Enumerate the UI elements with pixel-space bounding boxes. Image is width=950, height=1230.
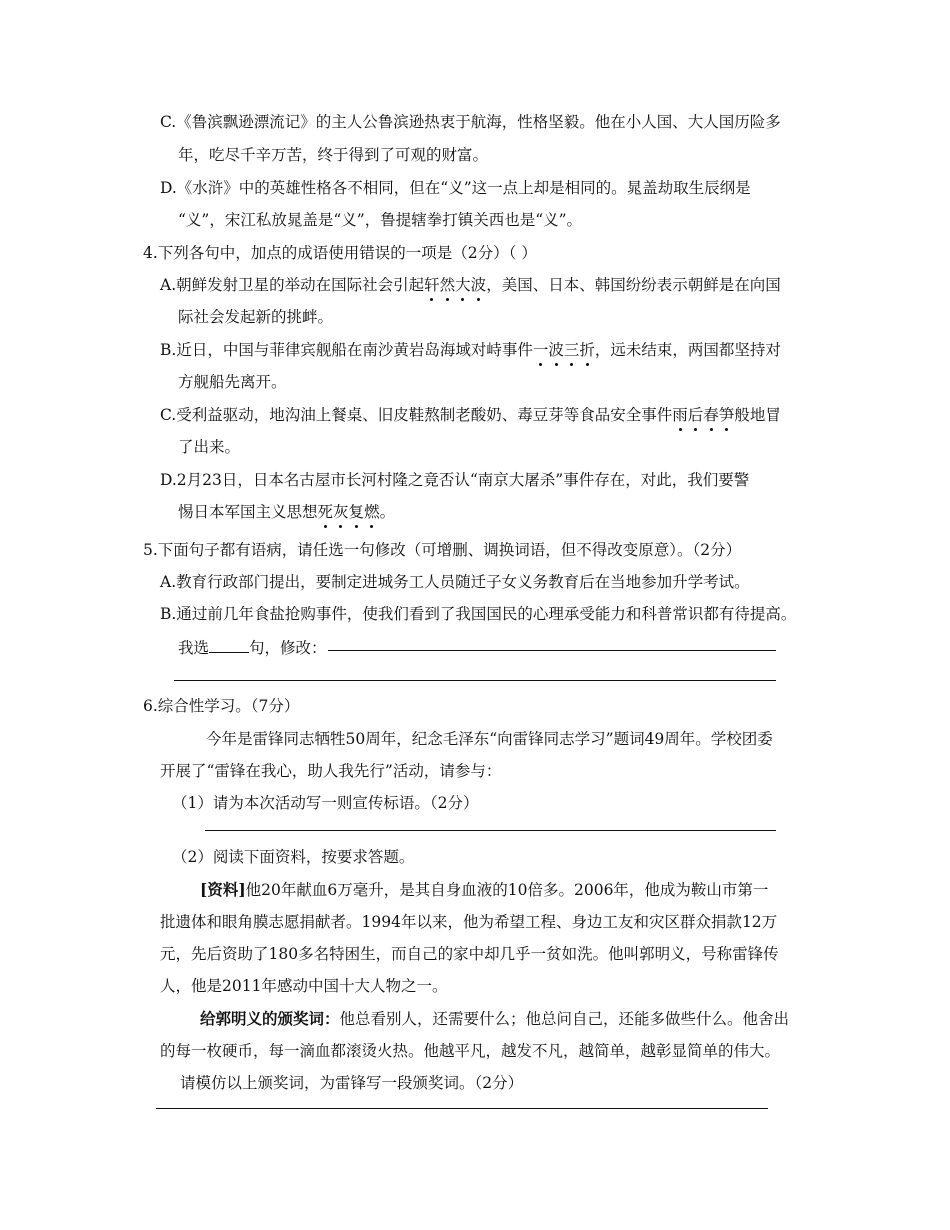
q6-award-line1 [200,1009,789,1029]
q4-a-post: ，美国、日本、韩国纷纷表示朝鲜是在向国 [486,276,781,294]
q6-subquestion-2: （2）阅读下面资料，按要求答题。 [172,848,415,866]
q4-option-d-line1: D.2月23日，日本名古屋市长河村隆之竟否认“南京大屠杀”事件存在，对此，我们要警 [160,471,750,489]
q4-option-c-line2: 了出来。 [178,438,241,456]
dotted-char: 波 [470,276,487,294]
q4-stem: 4.下列各句中，加点的成语使用错误的一项是（2分）（ ） [143,244,537,262]
q5-sentence-a: A.教育行政部门提出，要制定进城务工人员随迁子女义务教育后在当地参加升学考试。 [160,573,750,591]
q5-answer-line [178,636,327,658]
dotted-char: 灰 [333,503,349,521]
q6-award-line2: 的每一枚硬币，每一滴血都滚烫火热。他越平凡，越发不凡，越简单，越彰显简单的伟大。 [160,1042,781,1060]
q6-slogan-blank[interactable] [205,830,776,831]
q5-sentence-b: B.通过前几年食盐抢购事件，使我们看到了我国国民的心理承受能力和科普常识都有待提高。 [160,605,797,623]
q5-choice-blank[interactable] [209,636,249,653]
dotted-char: 春 [703,406,719,424]
dotted-char: 然 [439,276,456,294]
q4-d-post: 。 [379,503,396,521]
q5-answer-blank-2[interactable] [174,680,776,681]
q6-task: 请模仿以上颁奖词，为雷锋写一段颁奖词。（2分） [180,1074,524,1092]
material-label: [资料] [200,880,246,899]
q4-option-d-line2 [178,502,395,522]
q3-option-d-line2: “义”，宋江私放晁盖是“义”，鲁提辖拳打镇关西也是“义”。 [178,211,583,229]
dotted-char: 后 [687,406,704,424]
q4-option-a-line1 [160,275,781,295]
dotted-char: 轩 [424,276,440,294]
q4-option-c-line1 [160,405,781,425]
dotted-char: 大 [455,276,471,294]
dotted-char: 一 [532,341,549,359]
dotted-char: 雨 [672,406,688,424]
q4-option-a-line2: 际社会发起新的挑衅。 [178,308,334,326]
award-label: 给郭明义的颁奖词： [200,1009,340,1028]
dotted-char: 复 [348,503,365,521]
dotted-char: 波 [548,341,564,359]
q4-b-pre: B.近日，中国与菲律宾舰船在南沙黄岩岛海域对峙事件 [160,341,533,359]
q6-material-line4: 人，他是2011年感动中国十大人物之一。 [160,977,448,995]
q4-c-pre: C.受利益驱动，地沟油上餐桌、旧皮鞋熬制老酸奶、毒豆芽等食品安全事件 [160,406,673,424]
q3-option-c-line1: C.《鲁滨飘逊漂流记》的主人公鲁滨逊热衷于航海，性格坚毅。他在小人国、大人国历险多 [160,113,781,131]
q4-c-idiom [672,406,734,424]
dotted-char: 燃 [364,503,380,521]
dotted-char: 折 [579,341,595,359]
q6-stem: 6.综合性学习。（7分） [143,697,300,715]
material-text: 他20年献血6万毫升，是其自身血液的10倍多。2006年，他成为鞍山市第一 [245,881,769,899]
award-text: 他总看别人，还需要什么；他总问自己，还能多做些什么。他舍出 [339,1010,790,1028]
q5-choose-label: 我选 [178,639,210,657]
dotted-char: 死 [317,503,334,521]
q6-material-line2: 批遗体和眼角膜志愿捐献者。1994年以来，他为希望工程、身边工友和灾区群众捐款12万 [160,913,778,931]
q4-b-post: ，远未结束，两国都坚持对 [594,341,781,359]
q3-option-d-line1: D.《水浒》中的英雄性格各不相同，但在“义”这一点上却是相同的。晁盖劫取生辰纲是 [160,179,751,197]
q6-material-line3: 元，先后资助了180多名特困生，而自己的家中却几乎一贫如洗。他叫郭明义，号称雷锋传 [160,945,779,963]
dotted-char: 笋 [718,406,735,424]
q6-intro-line2: 开展了“雷锋在我心，助人我先行”活动，请参与： [160,762,502,780]
q4-option-b-line1 [160,340,781,360]
q6-subquestion-1: （1）请为本次活动写一则宣传标语。（2分） [172,794,479,812]
q4-a-idiom [424,276,486,294]
q5-answer-blank-1[interactable] [328,650,776,651]
dotted-char: 三 [563,341,580,359]
q4-option-b-line2: 方舰船先离开。 [178,373,287,391]
q5-stem: 5.下面句子都有语病，请任选一句修改（可增删、调换词语，但不得改变原意）。（2分） [143,541,742,559]
q4-b-idiom [533,341,595,359]
q6-intro-line1: 今年是雷锋同志牺牲50周年，纪念毛泽东“向雷锋同志学习”题词49周年。学校团委 [206,730,773,748]
q4-c-post: 般地冒 [734,406,781,424]
q3-option-c-line2: 年，吃尽千辛万苦，终于得到了可观的财富。 [178,146,489,164]
q4-d-idiom [318,503,380,521]
q5-revise-label: 句，修改： [249,639,327,657]
q6-material-line1 [200,880,768,900]
q6-award-blank[interactable] [156,1108,768,1109]
q4-d-pre: 惕日本军国主义思想 [178,503,318,521]
q4-a-pre: A.朝鲜发射卫星的举动在国际社会引起 [160,276,425,294]
